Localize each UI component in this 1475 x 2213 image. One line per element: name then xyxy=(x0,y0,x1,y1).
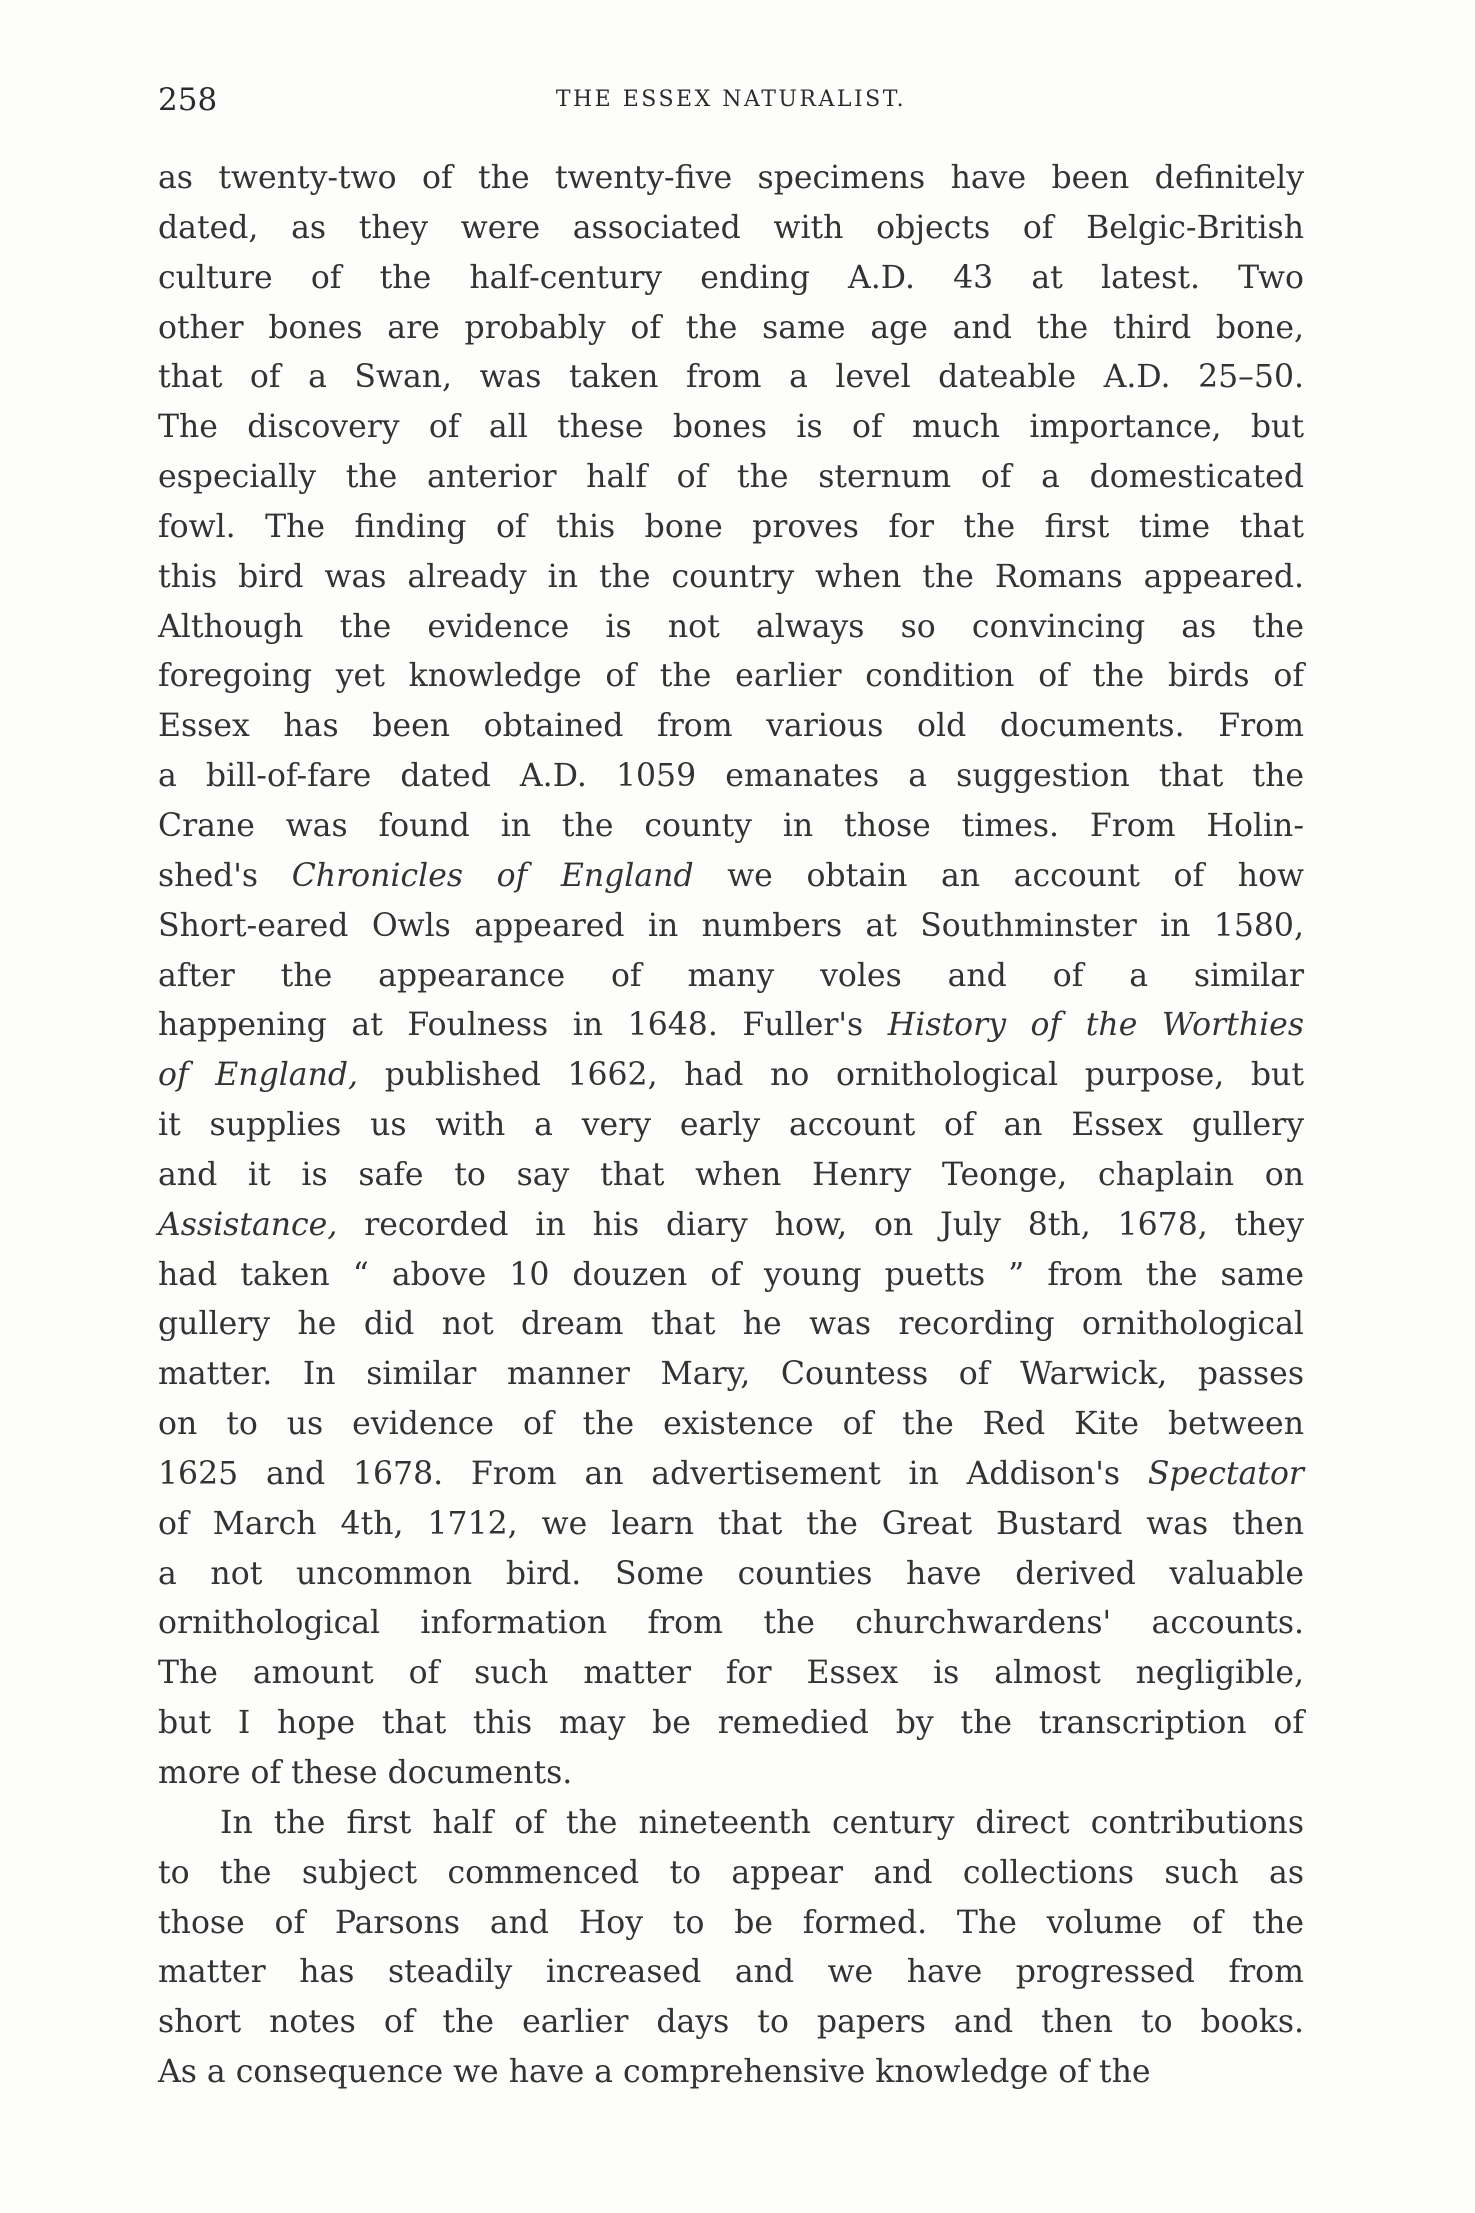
text-line xyxy=(158,453,1304,503)
text-run: fowl. The finding of this bone proves for the first time that xyxy=(158,508,1304,545)
text-line xyxy=(158,1649,1304,1699)
text-run: Short-eared Owls appeared in numbers at Southminster in 1580, xyxy=(158,907,1304,944)
text-run: shed's xyxy=(158,857,292,894)
text-run: The discovery of all these bones is of much importance, but xyxy=(158,409,1304,446)
text-run: In the first half of the nineteenth century direct contributions xyxy=(220,1804,1304,1841)
body-text xyxy=(158,154,1304,2098)
text-line xyxy=(158,902,1304,952)
paragraph xyxy=(158,154,1304,1799)
text-line xyxy=(158,1151,1304,1201)
text-line xyxy=(158,1550,1304,1600)
text-run: those of Parsons and Hoy to be formed. The volume of the xyxy=(158,1904,1304,1941)
text-line xyxy=(158,1300,1304,1350)
text-line xyxy=(158,603,1304,653)
text-line xyxy=(158,1899,1304,1949)
text-run: it supplies us with a very early account of an Essex gullery xyxy=(158,1107,1304,1144)
text-run: matter. In similar manner Mary, Countess of Warwick, passes xyxy=(158,1356,1304,1393)
text-run: matter has steadily increased and we have progressed from xyxy=(158,1954,1304,1991)
text-line xyxy=(158,254,1304,304)
italic-title: History of the Worthies xyxy=(887,1007,1304,1044)
text-line xyxy=(158,1599,1304,1649)
text-run: of March 4th, 1712, we learn that the Great Bustard was then xyxy=(158,1505,1304,1542)
text-run: Essex has been obtained from various old documents. From xyxy=(158,708,1304,745)
text-run: Although the evidence is not always so convincing as the xyxy=(158,608,1304,645)
text-line xyxy=(158,752,1304,802)
text-line xyxy=(158,1749,1304,1799)
text-line xyxy=(158,1051,1304,1101)
text-line xyxy=(158,353,1304,403)
text-run: after the appearance of many voles and of a similar xyxy=(158,957,1304,994)
text-line xyxy=(158,1450,1304,1500)
text-line xyxy=(158,652,1304,702)
text-line xyxy=(158,553,1304,603)
text-run: gullery he did not dream that he was recording ornithological xyxy=(158,1306,1304,1343)
italic-title: Spectator xyxy=(1147,1455,1304,1492)
text-line xyxy=(158,1849,1304,1899)
text-line xyxy=(158,304,1304,354)
text-run: foregoing yet knowledge of the earlier condition of the birds of xyxy=(158,658,1304,695)
text-line xyxy=(158,1400,1304,1450)
text-run: ornithological information from the churchwardens' accounts. xyxy=(158,1605,1304,1642)
text-run: a not uncommon bird. Some counties have derived valuable xyxy=(158,1555,1304,1592)
text-line xyxy=(158,1201,1304,1251)
text-line xyxy=(158,2048,1304,2098)
text-run: a bill-of-fare dated A.D. 1059 emanates a suggestion that the xyxy=(158,758,1304,795)
text-line xyxy=(158,1350,1304,1400)
text-line xyxy=(158,1101,1304,1151)
text-run: The amount of such matter for Essex is almost negligible, xyxy=(158,1655,1304,1692)
text-run: but I hope that this may be remedied by the transcription of xyxy=(158,1705,1304,1742)
text-run: we obtain an account of how xyxy=(693,857,1304,894)
text-run: dated, as they were associated with objects of Belgic-British xyxy=(158,209,1304,246)
text-run: short notes of the earlier days to papers and then to books. xyxy=(158,2004,1304,2041)
page-header xyxy=(158,82,1304,122)
text-run: that of a Swan, was taken from a level dateable A.D. 25–50. xyxy=(158,359,1304,396)
text-line xyxy=(158,1699,1304,1749)
text-line xyxy=(158,1948,1304,1998)
text-line xyxy=(158,802,1304,852)
text-line xyxy=(158,1500,1304,1550)
text-line xyxy=(158,1001,1304,1051)
text-run: culture of the half-century ending A.D. 43 at latest. Two xyxy=(158,259,1304,296)
page-number: 258 xyxy=(158,82,218,118)
text-run: as twenty-two of the twenty-five specimens have been definitely xyxy=(158,160,1304,196)
text-line xyxy=(158,852,1304,902)
text-line xyxy=(158,154,1304,204)
text-line xyxy=(158,1251,1304,1301)
text-run: had taken “ above 10 douzen of young puetts ” from the same xyxy=(158,1256,1304,1293)
text-run: published 1662, had no ornithological purpose, but xyxy=(358,1057,1305,1094)
text-run: other bones are probably of the same age and the third bone, xyxy=(158,309,1304,346)
text-run: As a consequence we have a comprehensive knowledge of the xyxy=(158,2054,1151,2091)
text-run: especially the anterior half of the sternum of a domesticated xyxy=(158,459,1304,496)
text-line xyxy=(158,702,1304,752)
text-line xyxy=(158,1799,1304,1849)
text-run: more of these documents. xyxy=(158,1755,573,1791)
text-run: on to us evidence of the existence of the Red Kite between xyxy=(158,1406,1304,1443)
text-line xyxy=(158,403,1304,453)
text-run: this bird was already in the country when the Romans appeared. xyxy=(158,558,1304,595)
text-run: happening at Foulness in 1648. Fuller's xyxy=(158,1007,888,1044)
text-run: and it is safe to say that when Henry Teonge, chaplain on xyxy=(158,1156,1304,1193)
text-run: to the subject commenced to appear and collections such as xyxy=(158,1854,1304,1891)
italic-title: of England, xyxy=(158,1057,359,1094)
text-run: recorded in his diary how, on July 8th, 1678, they xyxy=(337,1206,1304,1243)
text-line xyxy=(158,204,1304,254)
italic-title: Assistance, xyxy=(158,1206,338,1243)
text-line xyxy=(158,503,1304,553)
paragraph xyxy=(158,1799,1304,2098)
running-head: THE ESSEX NATURALIST. xyxy=(555,87,907,112)
text-line xyxy=(158,1998,1304,2048)
text-run: 1625 and 1678. From an advertisement in Addison's xyxy=(158,1455,1148,1492)
text-run: Crane was found in the county in those times. From Holin- xyxy=(158,807,1304,844)
text-line xyxy=(158,952,1304,1002)
italic-title: Chronicles of England xyxy=(291,857,694,894)
